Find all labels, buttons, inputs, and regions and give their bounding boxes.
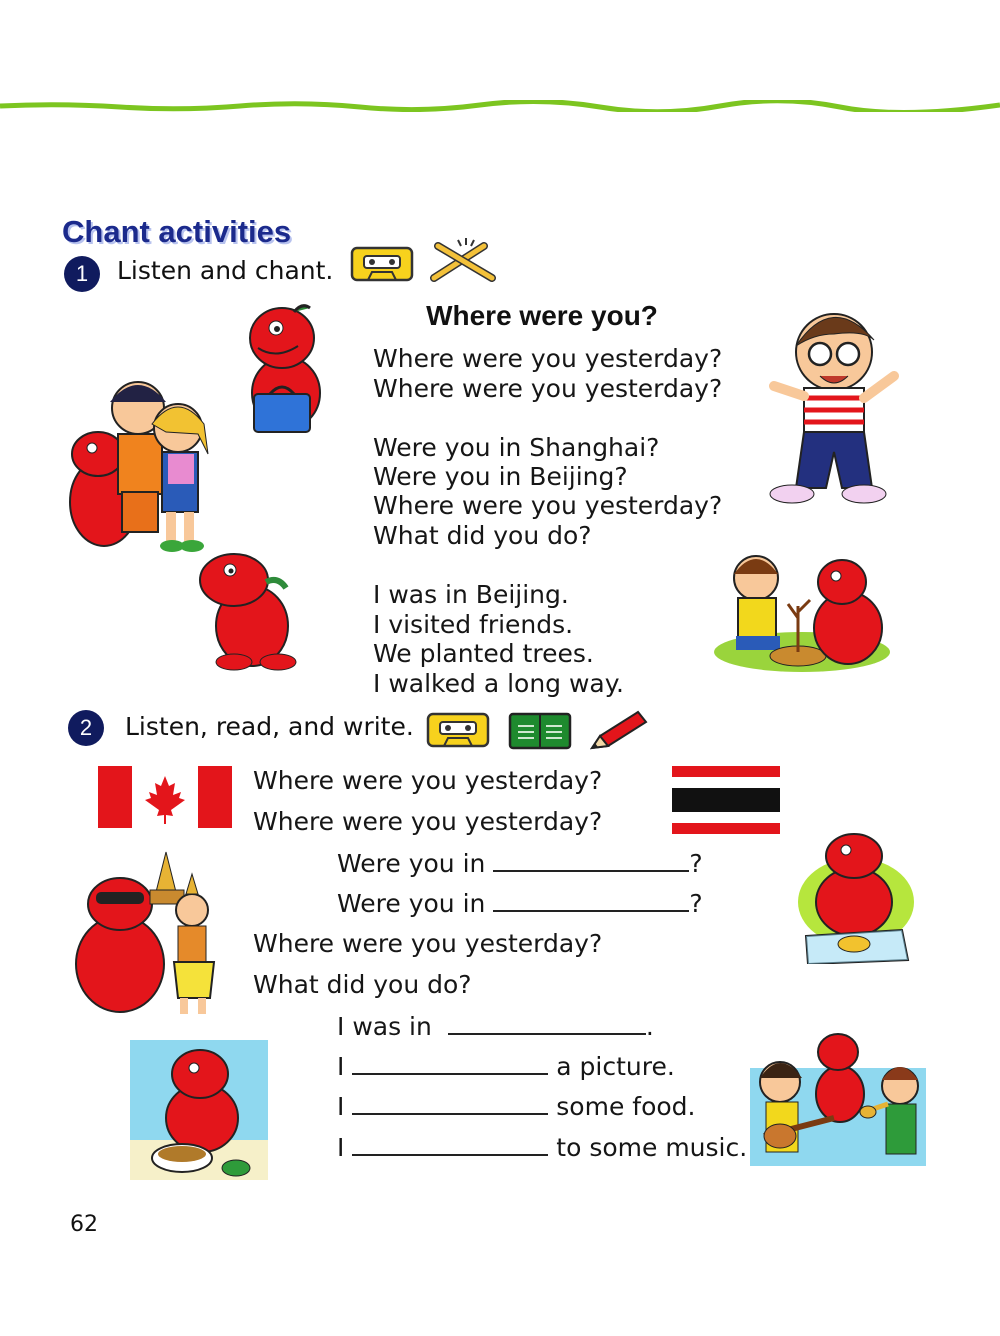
chant-line: What did you do? (373, 521, 592, 550)
fill-in-line (337, 1091, 696, 1121)
line-suffix: ? (689, 889, 703, 918)
line-prefix: I (337, 1052, 345, 1081)
fill-in-line (337, 888, 703, 918)
pencil-icon (588, 708, 650, 752)
dragon-walking-illustration (194, 544, 306, 672)
activity-1-number: 1 (64, 256, 100, 292)
activity-2-number: 2 (68, 710, 104, 746)
dragon-painting-illustration (796, 826, 916, 964)
line-prefix: Were you in (337, 849, 486, 878)
fill-in-line (337, 1132, 747, 1162)
chant-line: We planted trees. (373, 639, 594, 668)
answer-blank[interactable] (493, 888, 689, 912)
fill-in-line (337, 1011, 654, 1041)
book-icon (508, 712, 572, 750)
answer-blank[interactable] (448, 1011, 646, 1035)
text-line: Where were you yesterday? (253, 929, 603, 958)
page-number: 62 (70, 1212, 98, 1237)
line-suffix: ? (689, 849, 703, 878)
line-suffix: . (645, 1012, 654, 1041)
cassette-icon (350, 246, 414, 282)
chant-line: I visited friends. (373, 610, 574, 639)
text-line: Where were you yesterday? (253, 807, 603, 836)
header-rule (0, 100, 1000, 112)
thailand-flag (672, 766, 780, 834)
canada-flag (98, 766, 232, 828)
line-prefix: I (337, 1133, 345, 1162)
dragon-and-thai-dancer-illustration (66, 844, 226, 1020)
chant-line: I was in Beijing. (373, 580, 569, 609)
chant-line: Where were you yesterday? (373, 374, 723, 403)
line-prefix: Were you in (337, 889, 486, 918)
section-heading: Chant activities (62, 214, 292, 249)
children-and-dragon-illustration (64, 372, 216, 556)
planting-trees-illustration (712, 548, 892, 674)
boy-with-glasses-illustration (764, 306, 900, 508)
chant-line: Where were you yesterday? (373, 344, 723, 373)
fill-in-line (337, 1051, 675, 1081)
chant-line: Where were you yesterday? (373, 491, 723, 520)
answer-blank[interactable] (352, 1132, 548, 1156)
children-playing-music-illustration (750, 1028, 926, 1166)
line-prefix: I was in (337, 1012, 432, 1041)
cassette-icon (426, 712, 490, 748)
text-line: What did you do? (253, 970, 472, 999)
fill-in-line (337, 848, 703, 878)
answer-blank[interactable] (352, 1051, 548, 1075)
answer-blank[interactable] (352, 1091, 548, 1115)
text-line: Where were you yesterday? (253, 766, 603, 795)
chant-line: I walked a long way. (373, 669, 624, 698)
chant-line: Were you in Shanghai? (373, 433, 660, 462)
clapping-sticks-icon (428, 236, 498, 282)
activity-1-instruction: Listen and chant. (117, 256, 334, 285)
answer-blank[interactable] (493, 848, 689, 872)
dragon-with-bag-illustration (236, 298, 336, 440)
line-suffix: a picture. (556, 1052, 675, 1081)
line-suffix: some food. (556, 1092, 696, 1121)
chant-line: Were you in Beijing? (373, 462, 628, 491)
line-suffix: to some music. (556, 1133, 748, 1162)
line-prefix: I (337, 1092, 345, 1121)
chant-title: Where were you? (426, 300, 658, 331)
dragon-cooking-illustration (126, 1040, 272, 1184)
activity-2-instruction: Listen, read, and write. (125, 712, 414, 741)
